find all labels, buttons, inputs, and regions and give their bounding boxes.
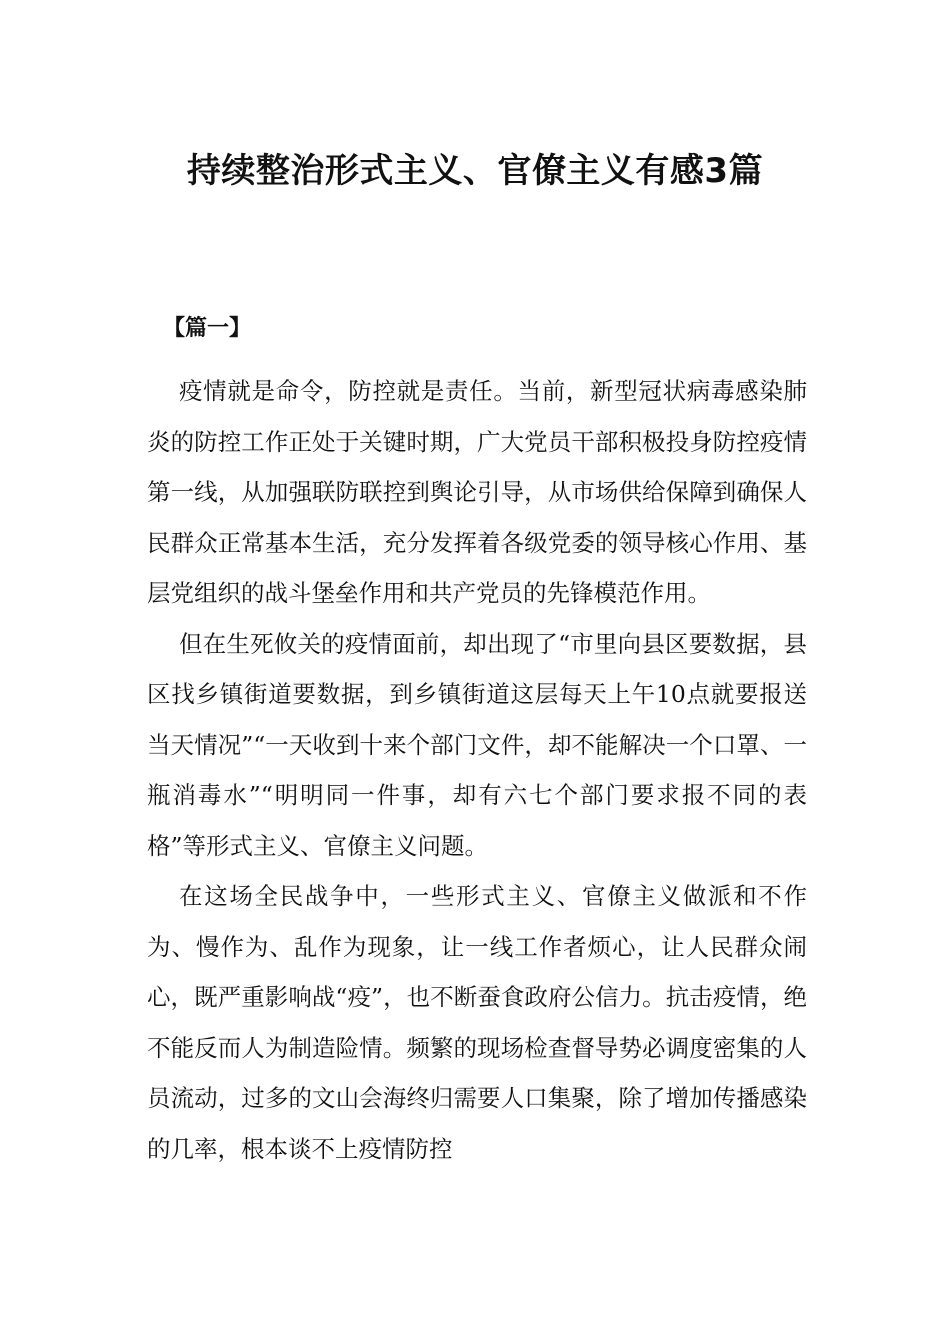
body-paragraph: 在这场全民战争中，一些形式主义、官僚主义做派和不作为、慢作为、乱作为现象，让一线工作者烦心，让人民群众闹心，既严重影响战“疫”，也不断蚕食政府公信力。抗击疫情，绝不能反而人为制造险情。频繁的现场检查督导势必调度密集的人员流动，过多的文山会海终归需要人口集聚，除了增加传播感染的几率，根本谈不上疫情防控 <box>147 882 807 1163</box>
body-paragraph: 但在生死攸关的疫情面前，却出现了“市里向县区要数据，县区找乡镇街道要数据，到乡镇街道这层每天上午10点就要报送当天情况”“一天收到十来个部门文件，却不能解决一个口罩、一瓶消毒水”“明明同一件事，却有六七个部门要求报不同的表格”等形式主义、官僚主义问题。 <box>147 629 807 860</box>
body-paragraph: 疫情就是命令，防控就是责任。当前，新型冠状病毒感染肺炎的防控工作正处于关键时期，广大党员干部积极投身防控疫情第一线，从加强联防联控到舆论引导，从市场供给保障到确保人民群众正常基本生活，充分发挥着各级党委的领导核心作用、基层党组织的战斗堡垒作用和共产党员的先锋模范作用。 <box>147 377 807 607</box>
section-heading: 【篇一】 <box>163 315 252 341</box>
document-body <box>147 366 807 1174</box>
document-title: 持续整治形式主义、官僚主义有感3篇 <box>186 151 764 191</box>
